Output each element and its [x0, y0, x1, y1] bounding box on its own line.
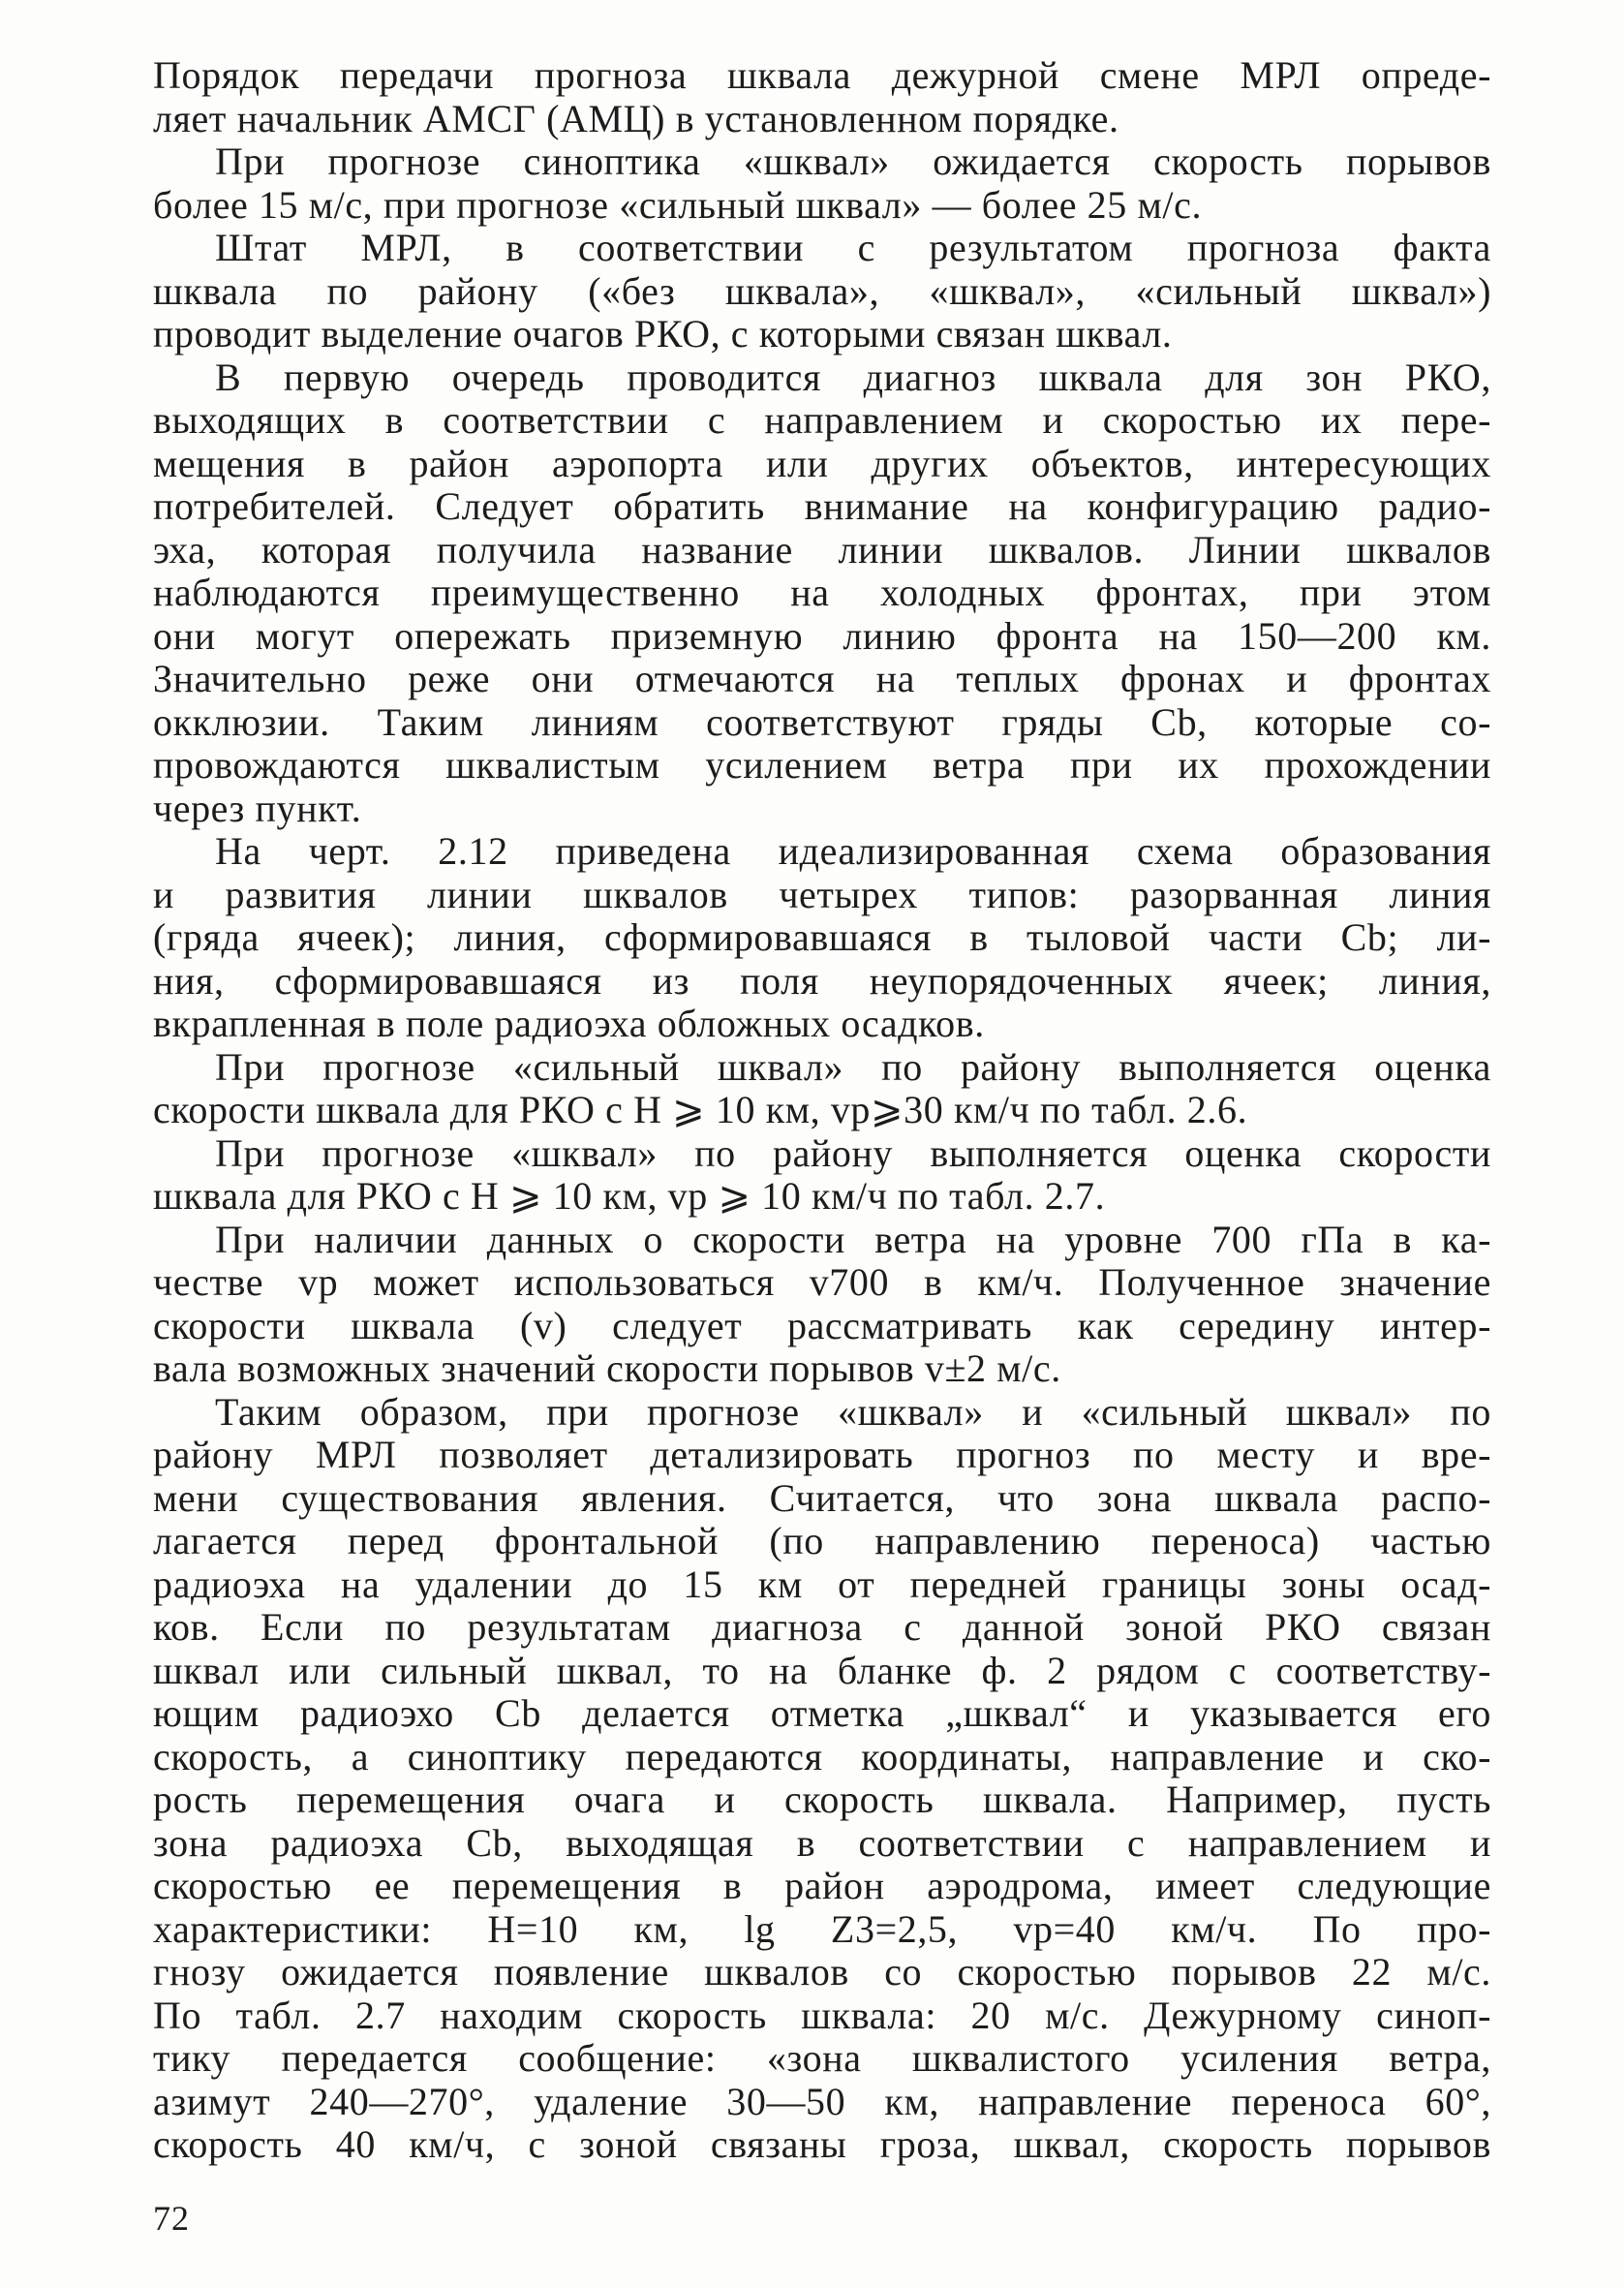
body-text: [153, 54, 1491, 2167]
text-line: Таким образом, при прогнозе «шквал» и «сильный шквал» по: [215, 1390, 1491, 1434]
text-line: Штат МРЛ, в соответствии с результатом прогноза факта: [215, 227, 1491, 269]
text-line: они могут опережать приземную линию фронта на 150—200 км.: [153, 614, 1491, 658]
text-line: При прогнозе «сильный шквал» по району выполняется оценка: [215, 1045, 1491, 1089]
text-line: При прогнозе «шквал» по району выполняется оценка скорости: [215, 1131, 1491, 1175]
text-line: (гряда ячеек); линия, сформировавшаяся в тыловой части Cb; ли-: [153, 916, 1491, 959]
text-line: При прогнозе синоптика «шквал» ожидается скорость порывов: [215, 140, 1491, 183]
text-line: мени существования явления. Считается, что зона шквала распо-: [153, 1476, 1491, 1520]
text-line: шквала для РКО с H ⩾ 10 км, vр ⩾ 10 км/ч по табл. 2.7.: [153, 1175, 1106, 1218]
text-line: вкрапленная в поле радиоэха обложных осадков.: [153, 1003, 985, 1045]
text-line: скорость 40 км/ч, с зоной связаны гроза, шквал, скорость порывов: [153, 2123, 1491, 2166]
text-line: ния, сформировавшаяся из поля неупорядоченных ячеек; линия,: [153, 959, 1491, 1003]
text-line: проводит выделение очагов РКО, с которыми связан шквал.: [153, 313, 1173, 356]
text-line: эха, которая получила название линии шквалов. Линии шквалов: [153, 528, 1491, 572]
text-line: провождаются шквалистым усилением ветра при их прохождении: [153, 744, 1491, 787]
text-line: тику передается сообщение: «зона шквалистого усиления ветра,: [153, 2037, 1491, 2080]
text-line: На черт. 2.12 приведена идеализированная схема образования: [215, 830, 1491, 873]
text-line: зона радиоэха Cb, выходящая в соответствии с направлением и: [153, 1821, 1491, 1865]
text-line: ляет начальник АМСГ (АМЦ) в установленном порядке.: [153, 97, 1119, 140]
text-line: радиоэха на удалении до 15 км от передней границы зоны осад-: [153, 1562, 1491, 1606]
text-line: наблюдаются преимущественно на холодных фронтах, при этом: [153, 572, 1491, 614]
text-line: скорости шквала для РКО с H ⩾ 10 км, vр⩾30 км/ч по табл. 2.6.: [153, 1089, 1248, 1131]
text-line: выходящих в соответствии с направлением и скоростью их пере-: [153, 399, 1491, 442]
text-line: Порядок передачи прогноза шквала дежурной смене МРЛ опреде-: [153, 54, 1491, 97]
text-line: По табл. 2.7 находим скорость шквала: 20 м/с. Дежурному синоп-: [153, 1994, 1491, 2037]
text-line: азимут 240—270°, удаление 30—50 км, направление переноса 60°,: [153, 2080, 1491, 2123]
text-line: скорость, а синоптику передаются координаты, направление и ско-: [153, 1735, 1491, 1778]
text-line: лагается перед фронтальной (по направлению переноса) частью: [153, 1520, 1491, 1562]
text-line: через пункт.: [153, 787, 362, 830]
page-number: 72: [153, 2199, 190, 2238]
text-line: гнозу ожидается появление шквалов со скоростью порывов 22 м/с.: [153, 1951, 1491, 1994]
text-line: шквала по району («без шквала», «шквал», «сильный шквал»): [153, 269, 1491, 313]
text-line: вала возможных значений скорости порывов v±2 м/с.: [153, 1347, 1061, 1390]
text-line: При наличии данных о скорости ветра на уровне 700 гПа в ка-: [215, 1218, 1491, 1261]
text-line: честве vр может использоваться v700 в км/ч. Полученное значение: [153, 1261, 1491, 1304]
text-line: Значительно реже они отмечаются на теплых фронах и фронтах: [153, 658, 1491, 700]
text-line: мещения в район аэропорта или других объектов, интересующих: [153, 442, 1491, 485]
text-line: окклюзии. Таким линиям соответствуют гряды Cb, которые со-: [153, 700, 1491, 744]
text-line: потребителей. Следует обратить внимание на конфигурацию радио-: [153, 485, 1491, 528]
text-line: более 15 м/с, при прогнозе «сильный шквал» — более 25 м/с.: [153, 183, 1203, 227]
text-line: скорости шквала (v) следует рассматривать как середину интер-: [153, 1304, 1491, 1347]
text-line: району МРЛ позволяет детализировать прогноз по месту и вре-: [153, 1434, 1491, 1476]
text-line: ющим радиоэхо Cb делается отметка „шквал“ и указывается его: [153, 1692, 1491, 1735]
text-line: рость перемещения очага и скорость шквала. Например, пусть: [153, 1778, 1491, 1821]
text-line: и развития линии шквалов четырех типов: разорванная линия: [153, 873, 1491, 916]
text-line: В первую очередь проводится диагноз шквала для зон РКО,: [215, 356, 1491, 399]
text-line: ков. Если по результатам диагноза с данной зоной РКО связан: [153, 1606, 1491, 1649]
text-line: шквал или сильный шквал, то на бланке ф. 2 рядом с соответству-: [153, 1649, 1491, 1692]
text-line: характеристики: H=10 км, lg Z3=2,5, vр=40 км/ч. По про-: [153, 1907, 1491, 1951]
text-line: скоростью ее перемещения в район аэродрома, имеет следующие: [153, 1865, 1491, 1907]
